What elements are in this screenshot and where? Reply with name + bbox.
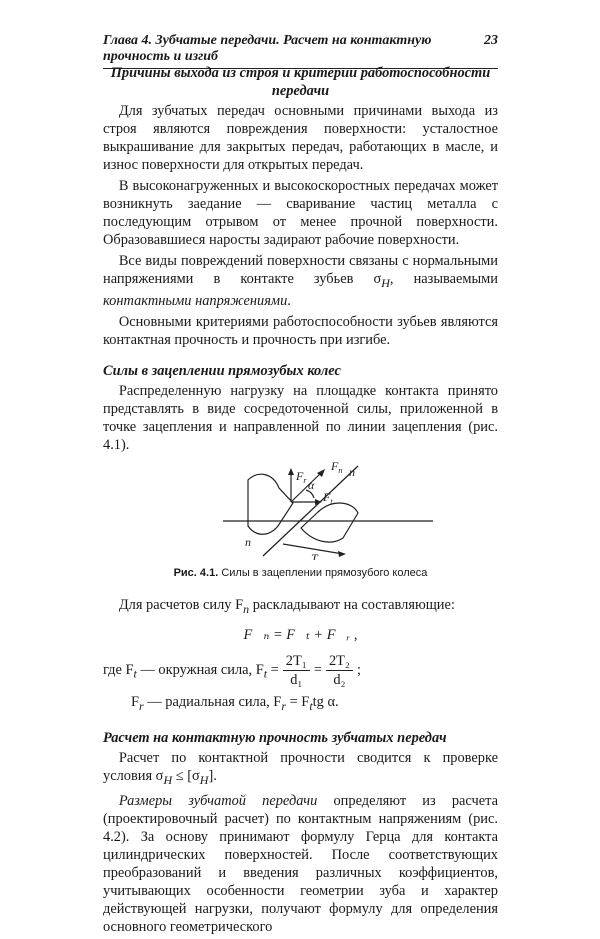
paragraph: Основными критериями работоспособности зубьев являются контактная прочность и прочность при изгибе. xyxy=(103,313,498,348)
label-alpha: α xyxy=(308,477,315,492)
paragraph: Размеры зубчатой передачи определяют из расчета (проектировочный расчет) по контактным напряжениям (рис. 4.2). За основу принимают формулу Герца для контакта цилиндрических поверхностей. После соответствующих преобразований и введения различных коэффициентов, учитывающих особенности геометрии зуба и характер действующей нагрузки, получают формулу для определения основного геометрического xyxy=(103,792,498,935)
figure-caption: Рис. 4.1. Силы в зацеплении прямозубого колеса xyxy=(173,566,428,579)
label-n-top: n xyxy=(349,464,355,479)
gear-forces-diagram xyxy=(103,458,498,560)
vector-equation: F⃗ₙ = F⃗ₜ + F⃗ᵣ , xyxy=(243,626,358,643)
right-tooth xyxy=(301,503,358,542)
left-tooth xyxy=(248,474,293,534)
page-number: 23 xyxy=(484,33,498,48)
label-ft: $F_t$ xyxy=(323,489,333,506)
label-n-bottom: n xyxy=(245,534,251,549)
page-body xyxy=(103,64,498,939)
label-fn: $F_n$ xyxy=(331,458,343,475)
paragraph: Все виды повреждений поверхности связаны с нормальными напряжениями в контакте зубьев $\sigma_H$, называемыми контактными напряжениями. xyxy=(103,253,498,309)
paragraph: Для расчетов силу $F_n$ раскладывают на составляющие: xyxy=(118,596,455,616)
label-t: T xyxy=(311,550,318,560)
radial-force-line: $F_r$ — радиальная сила, $F_r = F_ttg$ α. xyxy=(131,693,339,713)
paragraph: Для зубчатых передач основными причинами выхода из строя являются повреждения поверхности: усталостное выкрашивание для закрытых передач, работающих в масле, и износ поверхности для открытых передач. xyxy=(103,103,498,173)
figure-4-1 xyxy=(103,458,498,560)
paragraph: Распределенную нагрузку на площадке контакта принято представлять в виде сосредоточенной силы, приложенной в точке зацепления и направленной по линии зацепления (рис. 4.1). xyxy=(103,382,498,453)
label-fr: $F_r$ xyxy=(296,468,307,485)
paragraph: В высоконагруженных и высокоскоростных передачах может возникнуть заедание — сваривание частиц металла с последующим отрывом от менее прочной поверхности. Образовавшиеся наросты задирают рабочие поверхности. xyxy=(103,178,498,248)
section-heading-contact: Расчет на контактную прочность зубчатых передач xyxy=(103,729,447,746)
section-heading-failures: Причины выхода из строя и критерии работоспособности передачи xyxy=(110,65,491,99)
section-heading-forces: Силы в зацеплении прямозубых колес xyxy=(103,362,341,379)
tangential-force-line: где $F_t$ — окружная сила, $F_t$ = $\frac{\text{2T₁}}{\text{d₁}}$ = $\frac{\text{2T₂}}{\text{d₂}}$ ; xyxy=(103,652,361,688)
paragraph: Расчет по контактной прочности сводится к проверке условия $\sigma_H \le [\sigma_H]$. xyxy=(103,749,498,787)
header-title: Глава 4. Зубчатые передачи. Расчет на контактную прочность и изгиб xyxy=(103,33,432,64)
